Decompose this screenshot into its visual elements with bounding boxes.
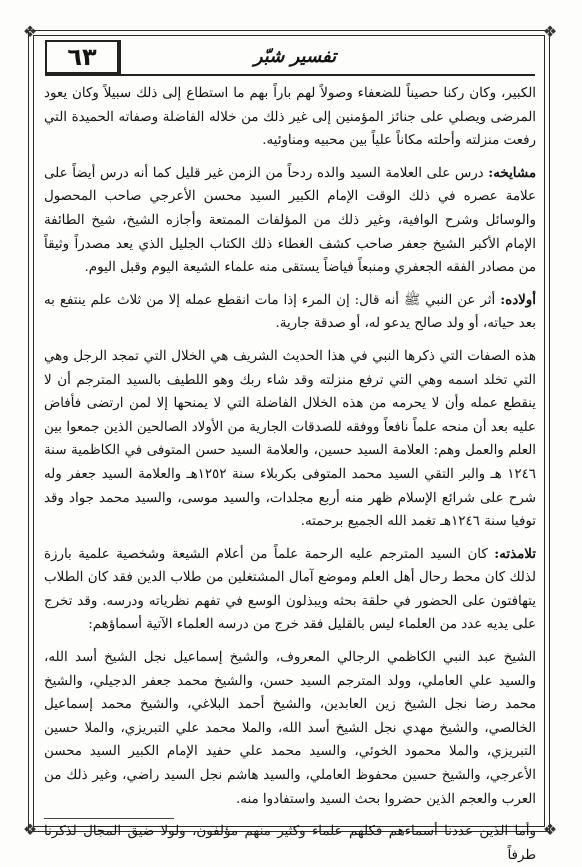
students-heading: تلامذته: xyxy=(494,545,536,562)
children-heading: أولاده: xyxy=(500,291,536,308)
closing-paragraph: وأما الذين عددنا أسماءهم فكلهم علماء وكثير منهم مؤلفون، ولولا ضيق المجال لذكرنا طرفاً xyxy=(44,824,536,863)
teachers-heading: مشايخه: xyxy=(488,164,536,181)
children-paragraph xyxy=(44,289,536,336)
students-list-paragraph: الشيخ عبد النبي الكاظمي الرجالي المعروف، والشيخ إسماعيل نجل الشيخ أسد الله، والسيد علي العاملي، وولد المترجم السيد حسن، والشيخ محمد جعفر الدجيلي، والشيخ محمد رضا نجل الشيخ زين العابدين، والشيخ أحمد البلاغي، والشيخ محمد إسماعيل الخالصي، والشيخ مهدي نجل الشيخ أسد الله، والملا محمد علي التبريزي، والملا حسين التبريزي، والملا محمود الخوئي، والسيد محمد علي حفيد الإمام الكبير السيد محسن الأعرجي، والشيخ حسين محفوظ العاملي، والسيد هاشم نجل السيد راضي، وغير ذلك من العرب والعجم الذين حضروا بحث السيد واستفادوا منه. xyxy=(44,650,536,807)
corner-ornament-icon: ❖ xyxy=(22,820,38,839)
children-text: أثر عن النبي ﷺ أنه قال: إن المرء إذا مات انقطع عمله إلا من ثلاث علم ينتفع به بعد حياته، أو ولد صالح يدعو له، أو صدقة جارية. xyxy=(44,292,536,332)
corner-ornament-icon: ❖ xyxy=(542,820,558,839)
intro-paragraph: الكبير، وكان ركنا حصيناً للضعفاء وصولاً لهم باراً بهم ما استطاع إلى ذلك سبيلاً وكان يعود المرضى ويصلي على جنائز المؤمنين إلى غير ذلك من خلاله الفاضلة وصفاته الحميدة التي رفعت منزلته وأحلته مكاناً علياً بين محبيه ومناوئيه. xyxy=(44,86,536,149)
teachers-text: درس على العلامة السيد والده ردحاً من الزمن غير قليل كما أنه درس أيضاً على علامة عصره في ذلك الوقت الإمام الكبير السيد محسن الأعرجي صاحب المحصول والوسائل وشرح الوافية، وغير ذلك من المؤلفات الممتعة وأجازه الشيخ، شيخ الطائفة الإمام الأكبر الشيخ جعفر صاحب كشف الغطاء ذلك الكتاب الجليل الذي يعد مصدراً وثيقاً من مصادر الفقه الجعفري ومنبعاً فياضاً يستقى منه علماء الشيعة اليوم وقبل اليوم. xyxy=(44,165,536,276)
page-body xyxy=(44,82,536,867)
corner-ornament-icon: ❖ xyxy=(542,22,558,41)
page-number: ٦٣ xyxy=(45,40,119,74)
running-title: تفسير شبّر xyxy=(253,46,337,67)
footnote-separator xyxy=(44,818,174,819)
children-paragraph-2: هذه الصفات التي ذكرها النبي في هذا الحديث الشريف هي الخلال التي تمجد الرجل وهي التي تخلد اسمه وهي التي ترفع منزلته وقد شاء ربك وهو اللطيف بالسيد المترجم أن لا ينقطع عمله وأن لا يحرمه من هذه الخلال الفاضلة التي لا يمنحها إلا لمن ارتضى فأفاض عليه بعد أن منحه علماً نافعاً ووفقه للصدقات الجارية من الأولاد الصالحين الذين جمعوا بين العلم والعمل وهم: العلامة السيد حسين، والعلامة السيد حسن المتوفى في الكاظمية سنة ١٢٤٦ هـ والبر التقي السيد محمد المتوفى بكربلاء سنة ١٢٥٢هـ والعلامة السيد جعفر وله شرح على شرائع الإسلام ظهر منه أربع مجلدات، والسيد موسى، والسيد محمد جواد وقد توفيا سنة ١٢٤٦هـ تغمد الله الجميع برحمته. xyxy=(44,348,536,530)
students-paragraph xyxy=(44,543,536,637)
teachers-paragraph xyxy=(44,162,536,280)
header-divider xyxy=(119,40,121,74)
corner-ornament-icon: ❖ xyxy=(22,22,38,41)
students-text: كان السيد المترجم عليه الرحمة علماً من أعلام الشيعة وشخصية علمية بارزة لذلك كان محط رحال أهل العلم وموضع آمال المشتغلين من طلاب الدين فقد كان الطلاب يتهافتون على الحضور في حلقة بحثه ويبذلون الوسع في تفهم نظرياته ودرسه. وقد تخرج على يديه عدد من العلماء ليس بالقليل فقد خرج من درسه العلماء الآتية أسماؤهم: xyxy=(44,546,536,633)
page-header xyxy=(45,40,535,76)
